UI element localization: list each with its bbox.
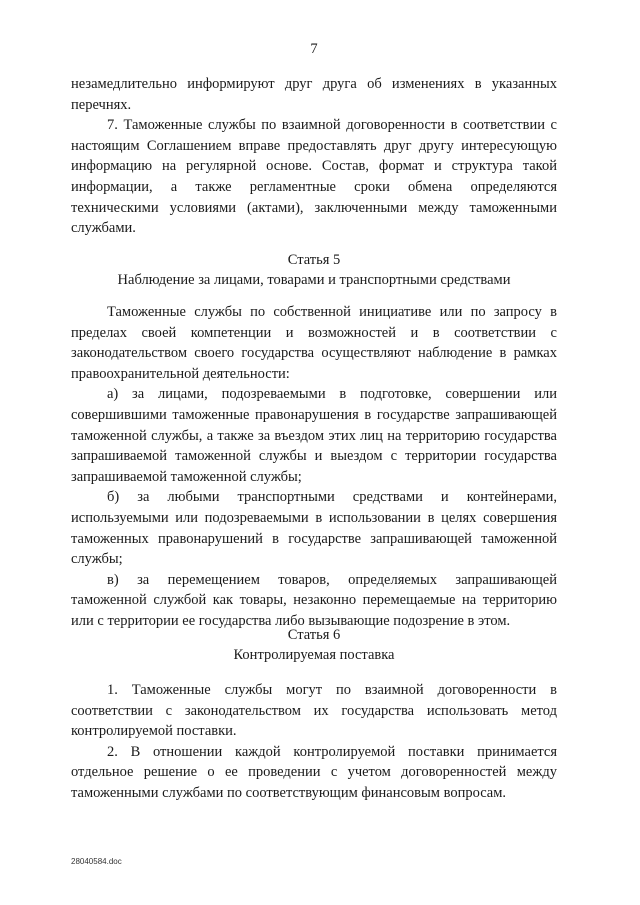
article-6-item-1: 1. Таможенные службы могут по взаимной договоренности в соответствии с законодательством их государства использовать метод контролируемой поставки.: [71, 682, 557, 740]
article-5-number: Статья 5: [287, 252, 341, 268]
article-5-item-b: б) за любыми транспортными средствами и контейнерами, используемыми или подозреваемыми в использовании в целях совершения таможенных правонарушений в государстве запрашивающей таможенной службы;: [71, 489, 557, 568]
article-6-title: Контролируемая поставка: [233, 647, 395, 663]
article-5-lead-paragraph: Таможенные службы по собственной инициативе или по запросу в пределах своей компетенции и возможностей и в соответствии с законодательством своего государства осуществляют наблюдение в рамках правоохранительной деятельности:: [71, 304, 557, 382]
intro-section: [71, 74, 557, 239]
article-5-title: Наблюдение за лицами, товарами и транспортными средствами: [117, 272, 511, 288]
document-page: [71, 0, 557, 905]
paragraph-item-7: 7. Таможенные службы по взаимной договоренности в соответствии с настоящим Соглашением вправе предоставлять друг другу интересующую информацию на регулярной основе. Состав, формат и структура такой информации, а также регламентные сроки обмена определяются техническими условиями (актами), заключенными между таможенными службами.: [71, 117, 557, 237]
article-6-number: Статья 6: [287, 627, 341, 643]
document-file-code: 28040584.doc: [71, 857, 122, 866]
article-5-body: [71, 302, 557, 632]
article-6-item-2: 2. В отношении каждой контролируемой поставки принимается отдельное решение о ее проведении с учетом договоренностей между таможенными службами по соответствующим финансовым вопросам.: [71, 743, 557, 801]
page-number: 7: [310, 41, 318, 57]
article-6-body: [71, 680, 557, 804]
paragraph-continuation: незамедлительно информируют друг друга об изменениях в указанных перечнях.: [71, 76, 557, 113]
article-5-item-a: а) за лицами, подозреваемыми в подготовке, совершении или совершившими таможенные правонарушения в государстве запрашивающей таможенной службы, а также за въездом этих лиц на территорию государства запрашиваемой таможенной службы и выездом с территории государства запрашиваемой таможенной службы;: [71, 386, 557, 485]
article-5-item-c: в) за перемещением товаров, определяемых запрашивающей таможенной службой как товары, незаконно перемещаемые на территорию или с территории ее государства либо вызывающие подозрение в этом.: [71, 571, 557, 629]
